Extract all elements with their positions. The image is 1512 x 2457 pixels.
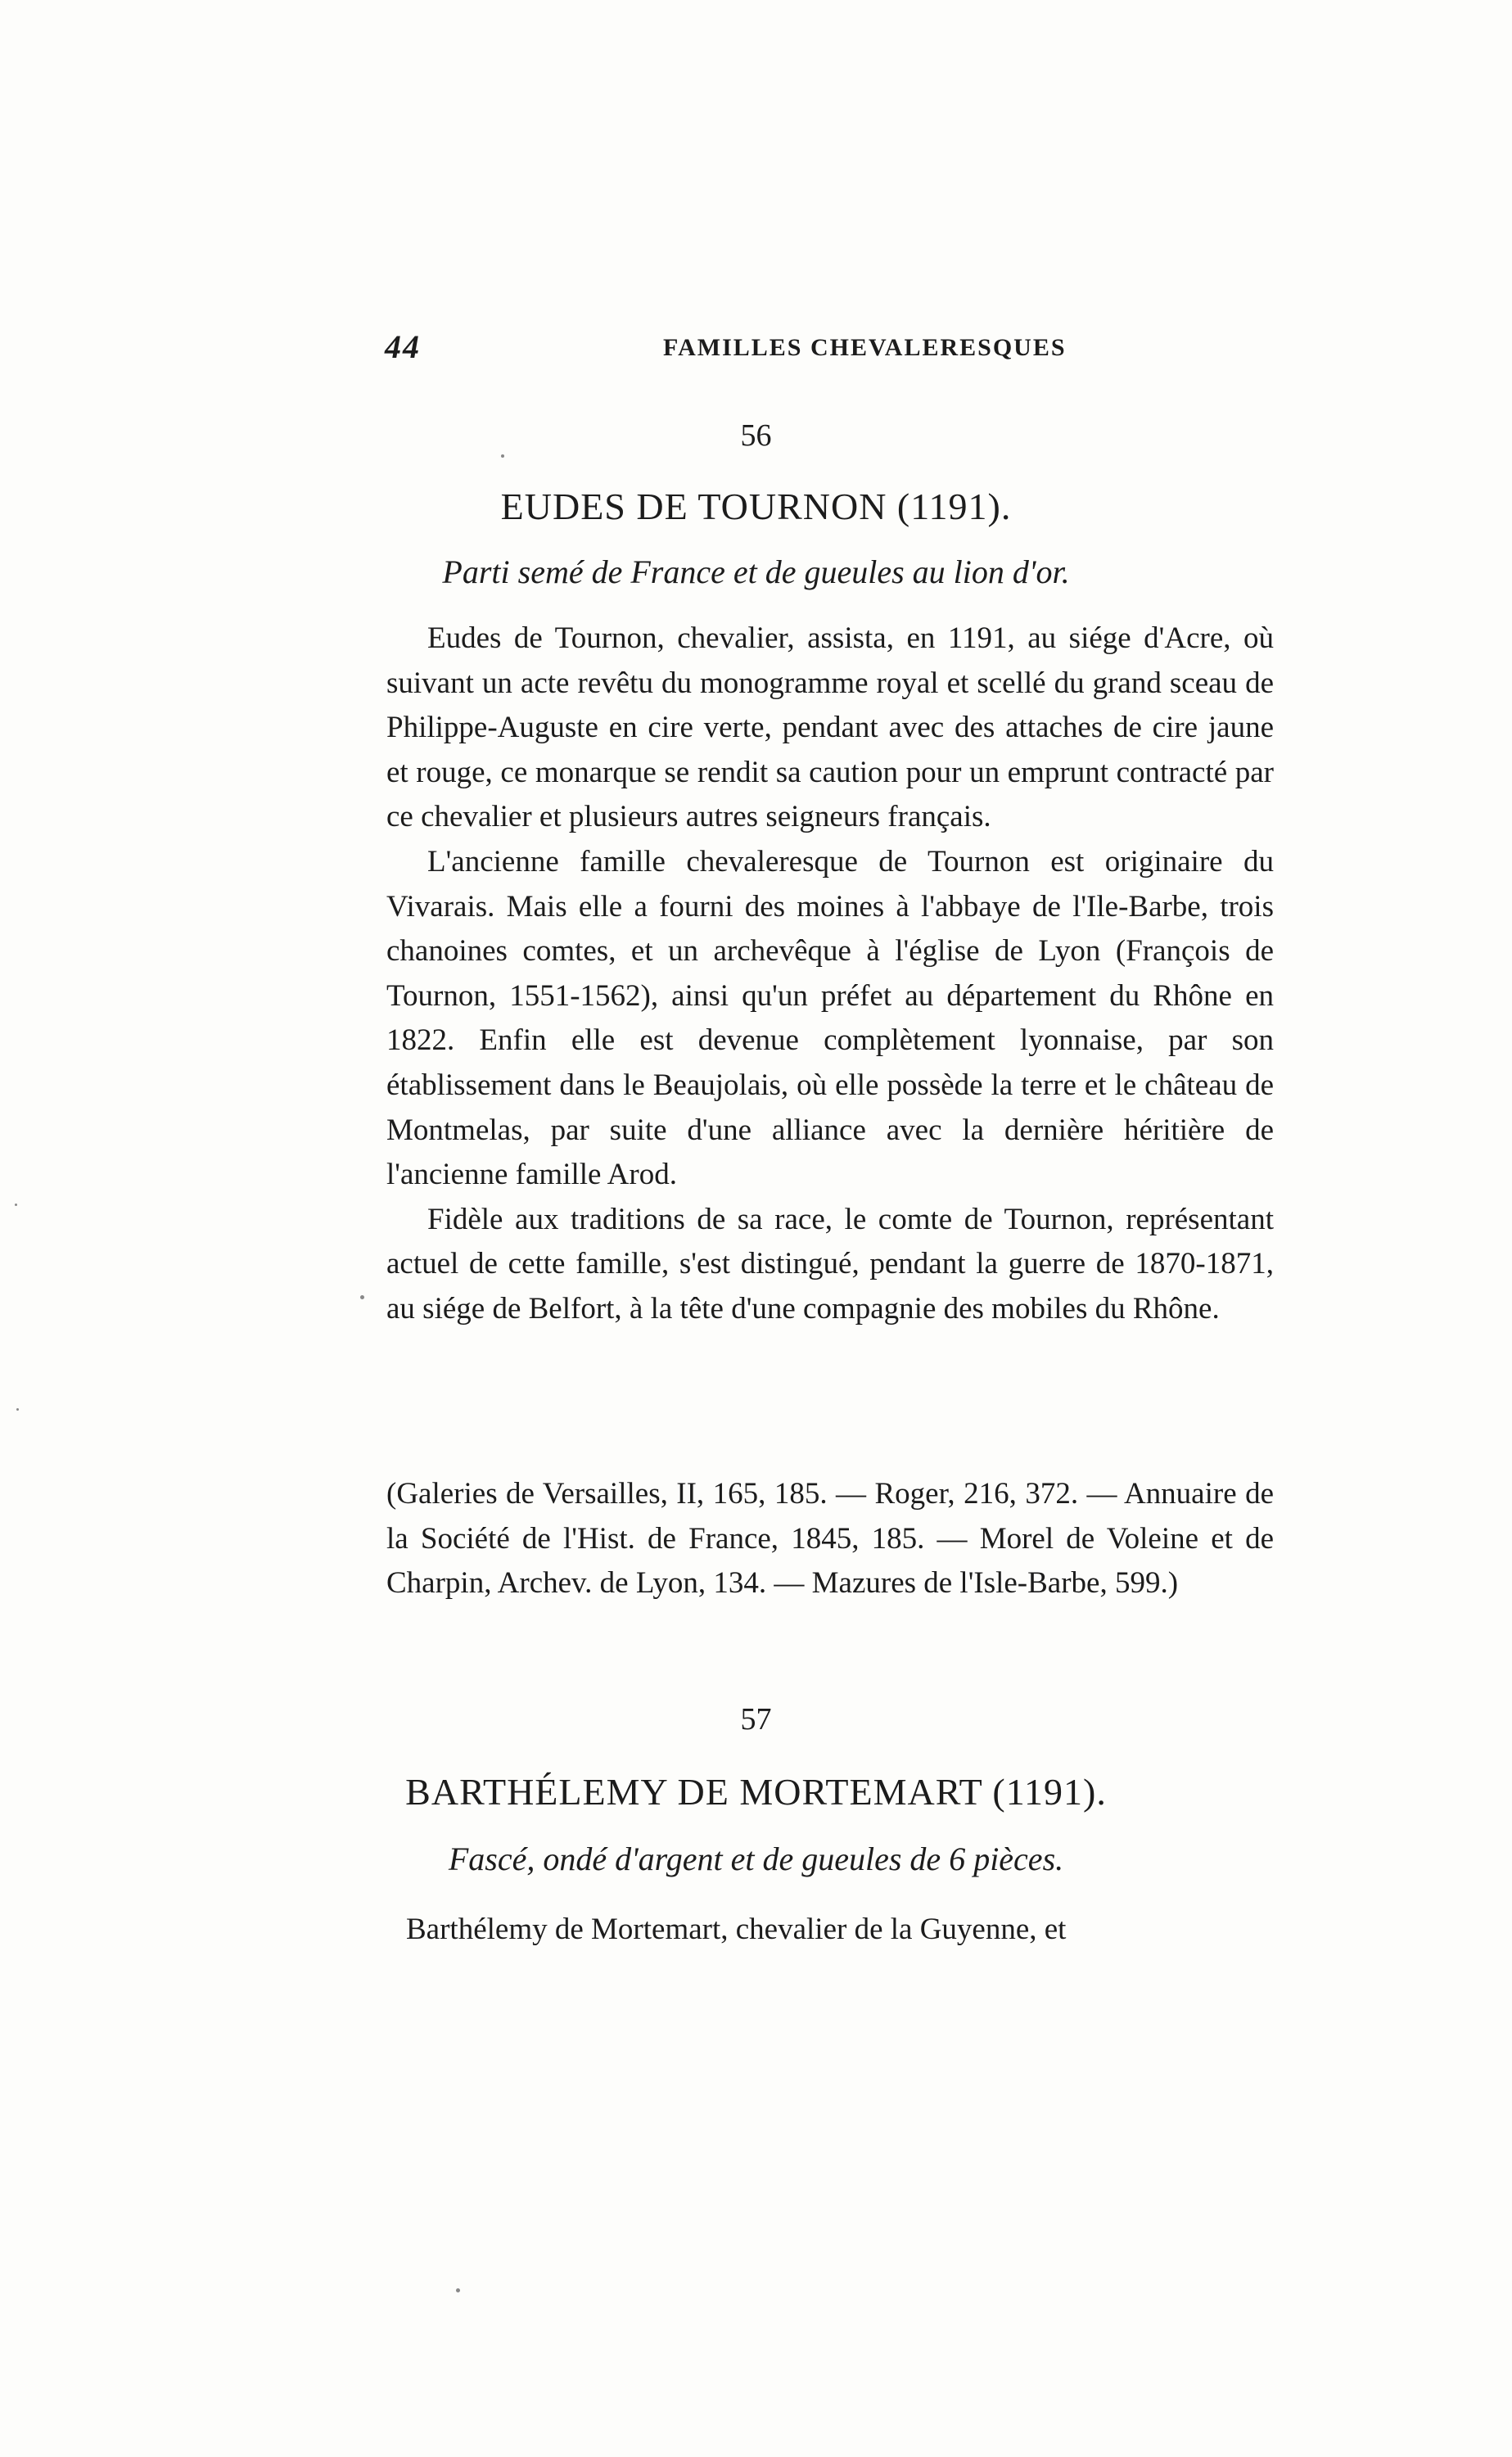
paragraph: Fidèle aux traditions de sa race, le comte de Tournon, représentant actuel de cette famille, s'est distingué, pendant la guerre de 1870-1871, au siége de Belfort, à la tête d'une compagnie des mobiles du Rhône. [386, 1202, 1274, 1326]
scan-speck [15, 1204, 17, 1206]
blazon-barthelemy-de-mortemart: Fascé, ondé d'argent et de gueules de 6 pièces. [448, 1840, 1064, 1877]
paragraph: L'ancienne famille chevaleresque de Tournon est originaire du Vivarais. Mais elle a fourni des moines à l'abbaye de l'Ile-Barbe, trois chanoines comtes, et un archevêque à l'église de Lyon (François de Tournon, 1551-1562), ainsi qu'un préfet au département du Rhône en 1822. Enfin elle est devenue complètement lyonnaise, par son établissement dans le Beaujolais, où elle possède la terre et le château de Montmelas, par suite d'une alliance avec la dernière héritière de l'ancienne famille Arod. [386, 844, 1274, 1192]
entry-number-57: 57 [740, 1702, 772, 1737]
scan-speck [501, 454, 504, 458]
paragraph: Eudes de Tournon, chevalier, assista, en 1191, au siége d'Acre, où suivant un acte revêtu du monogramme royal et scellé du grand sceau de Philippe-Auguste en cire verte, pendant avec des attaches de cire jaune et rouge, ce monarque se rendit sa caution pour un emprunt contracté par ce chevalier et plusieurs autres seigneurs français. [386, 621, 1274, 834]
entry-body-barthelemy-de-mortemart: Barthélemy de Mortemart, chevalier de la Guyenne, et [406, 1913, 1067, 1946]
references-text: (Galeries de Versailles, II, 165, 185. — Roger, 216, 372. — Annuaire de la Société de l'Hist. de France, 1845, 185. — Morel de Voleine et de Charpin, Archev. de Lyon, 134. — Mazures de l'Isle-Barbe, 599.) [386, 1477, 1274, 1601]
scan-speck [456, 2288, 460, 2292]
entry-number-56: 56 [740, 418, 772, 453]
scan-speck [360, 1295, 364, 1299]
blazon-eudes-de-tournon: Parti semé de France et de gueules au lion d'or. [442, 553, 1070, 590]
references-eudes-de-tournon [386, 1472, 1274, 1606]
entry-title-eudes-de-tournon: EUDES DE TOURNON (1191). [500, 486, 1012, 527]
scan-speck [16, 1408, 19, 1411]
page-number: 44 [385, 328, 421, 365]
running-title: FAMILLES CHEVALERESQUES [663, 334, 1067, 361]
entry-body-eudes-de-tournon [386, 617, 1274, 1332]
entry-title-barthelemy-de-mortemart: BARTHÉLEMY DE MORTEMART (1191). [405, 1771, 1107, 1813]
